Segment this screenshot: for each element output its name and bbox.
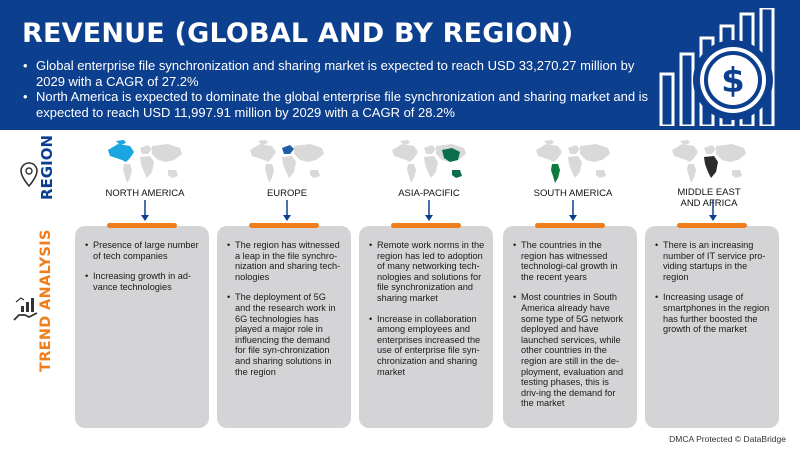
- header-bullet-north-america: • North America is expected to dominate the global enterprise file synchronization and sharing market and is expected to reach USD 11,997.91 million by 2029 with a CAGR of 28.2%: [22, 89, 662, 120]
- region-name-europe: EUROPE: [266, 188, 308, 199]
- trend-point: • Remote work norms in the region has led to adoption of many networking tech-nologies and solutions for file synchronization and sharing market: [369, 240, 485, 304]
- dmca-footer: DMCA Protected © DataBridge: [669, 434, 786, 444]
- trend-card-europe: [217, 226, 351, 428]
- down-arrow-icon: [140, 200, 150, 222]
- south-america-map-icon: [532, 140, 614, 184]
- trend-card-middle-east-africa: [645, 226, 779, 428]
- trend-card-asia-pacific: [359, 226, 493, 428]
- location-pin-icon: [20, 162, 38, 188]
- trend-point: • The deployment of 5G and the research work in 6G technologies has played a major role in influencing the demand for file syn-chronization and sharing solutions in the region: [227, 292, 343, 377]
- trend-point: • There is an increasing number of IT service pro-viding startups in the region: [655, 240, 771, 282]
- card-accent: [535, 223, 605, 228]
- asia-pacific-map-icon: [388, 140, 470, 184]
- header-bullets: [22, 58, 662, 120]
- north-america-map-icon: [104, 140, 186, 184]
- region-name-north-america: NORTH AMERICA: [105, 188, 185, 199]
- trend-point: • Most countries in South America already have some type of 5G network deployed and have launched services, while other countries in the region are still in the de-ployment, evaluation and testing phases, this is driv-ing the demand for the market: [513, 292, 629, 409]
- trend-point: • Increase in collaboration among employees and enterprises increased the use of enterprise file syn-chronization and sharing market: [369, 314, 485, 378]
- down-arrow-icon: [424, 200, 434, 222]
- europe-map-icon: [246, 140, 328, 184]
- trend-card-north-america: [75, 226, 209, 428]
- down-arrow-icon: [282, 200, 292, 222]
- down-arrow-icon: [568, 200, 578, 222]
- region-name-south-america: SOUTH AMERICA: [533, 188, 613, 199]
- trend-point: • Increasing growth in ad-vance technologies: [85, 271, 201, 292]
- region-name-asia-pacific: ASIA-PACIFIC: [398, 188, 460, 199]
- card-accent: [677, 223, 747, 228]
- trend-point: • Presence of large number of tech companies: [85, 240, 201, 261]
- card-accent: [249, 223, 319, 228]
- region-name-middle-east-africa: MIDDLE EAST AND AFRICA: [677, 187, 741, 209]
- region-side-label: REGION: [38, 135, 56, 200]
- down-arrow-icon: [708, 200, 718, 222]
- page-title: REVENUE (GLOBAL AND BY REGION): [22, 18, 574, 49]
- trend-analysis-side-label: TREND ANALYSIS: [38, 229, 54, 372]
- middle-east-africa-map-icon: [668, 140, 750, 184]
- trend-point: • The region has witnessed a leap in the file synchro-nization and sharing tech-nologies: [227, 240, 343, 282]
- card-accent: [107, 223, 177, 228]
- svg-text:$: $: [721, 61, 745, 101]
- hand-growth-icon: [13, 296, 39, 322]
- dollar-chart-icon: [655, 8, 795, 126]
- trend-point: • Increasing usage of smartphones in the region has further boosted the growth of the market: [655, 292, 771, 334]
- trend-card-south-america: [503, 226, 637, 428]
- header-banner: [0, 0, 800, 130]
- header-bullet-global: • Global enterprise file synchronization and sharing market is expected to reach USD 33,270.27 million by 2029 with a CAGR of 27.2%: [22, 58, 662, 89]
- card-accent: [391, 223, 461, 228]
- trend-point: • The countries in the region has witnessed technologi-cal growth in the recent years: [513, 240, 629, 282]
